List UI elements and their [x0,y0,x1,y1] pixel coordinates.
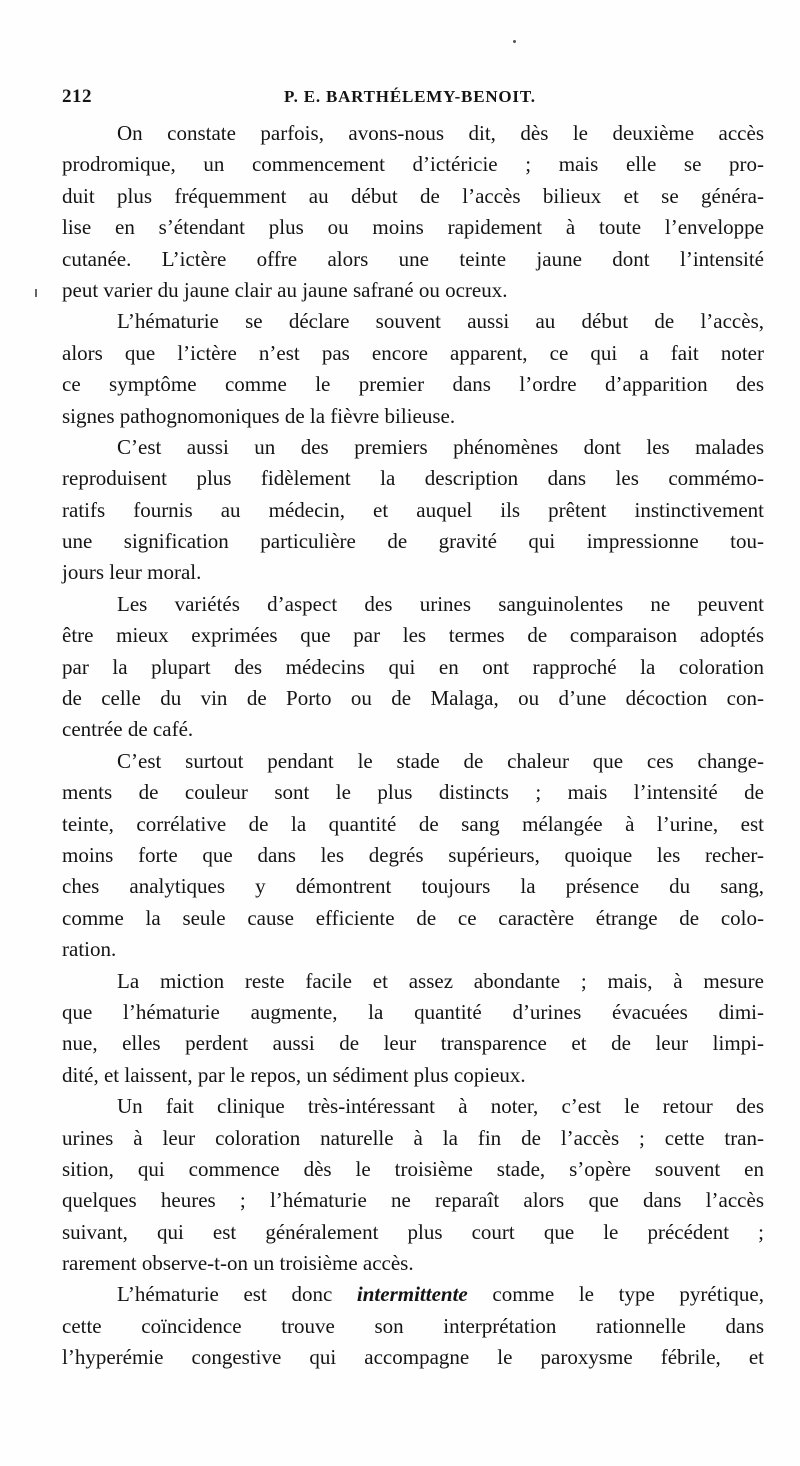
text-segment: L’hématurie est donc [117,1282,357,1307]
body-text [62,118,764,1374]
text-line: duit plus fréquemment au début de l’accès bilieux et se généra- [62,183,764,208]
ink-speck [513,40,516,43]
text-line: par la plupart des médecins qui en ont rapproché la coloration [62,654,764,679]
text-line: Les variétés d’aspect des urines sanguinolentes ne peuvent [117,591,764,616]
text-line: urines à leur coloration naturelle à la fin de l’accès ; cette tran- [62,1125,764,1150]
text-line: Un fait clinique très-intéressant à noter, c’est le retour des [117,1094,764,1119]
page-number: 212 [62,86,92,107]
margin-mark [35,289,37,297]
emphasized-word: intermittente [356,1282,468,1307]
text-line: alors que l’ictère n’est pas encore apparent, ce qui a fait noter [62,340,764,365]
text-line: jours leur moral. [62,560,202,585]
text-line: ches analytiques y démontrent toujours la présence du sang, [62,874,764,899]
text-line: ments de couleur sont le plus distincts ; mais l’intensité de [62,780,764,805]
text-line: cutanée. L’ictère offre alors une teinte jaune dont l’intensité [62,246,764,271]
text-line [62,1279,764,1310]
text-line: prodromique, un commencement d’ictéricie ; mais elle se pro- [62,152,764,177]
text-line: peut varier du jaune clair au jaune safrané ou ocreux. [62,277,508,302]
text-line: que l’hématurie augmente, la quantité d’urines évacuées dimi- [62,999,764,1024]
text-line: dité, et laissent, par le repos, un sédiment plus copieux. [62,1062,526,1087]
text-line: signes pathognomoniques de la fièvre bilieuse. [62,403,456,428]
text-line: sition, qui commence dès le troisième stade, s’opère souvent en [62,1156,764,1181]
running-head: P. E. BARTHÉLEMY-BENOIT. [284,87,536,106]
text-line: suivant, qui est généralement plus court que le précédent ; [62,1219,764,1244]
text-line: La miction reste facile et assez abondante ; mais, à mesure [117,968,764,993]
text-line: une signification particulière de gravité qui impressionne tou- [62,529,764,554]
page-header [62,86,762,114]
text-line: C’est aussi un des premiers phénomènes dont les malades [117,434,764,459]
text-line: lise en s’étendant plus ou moins rapidement à toute l’enveloppe [62,215,764,240]
text-line: l’hyperémie congestive qui accompagne le paroxysme fébrile, et [62,1345,764,1370]
text-line: On constate parfois, avons-nous dit, dès le deuxième accès [117,121,764,145]
text-line: reproduisent plus fidèlement la description dans les commémo- [62,466,764,491]
text-line: ratifs fournis au médecin, et auquel ils prêtent instinctivement [62,497,764,522]
text-line: cette coïncidence trouve son interprétation rationnelle dans [62,1313,764,1338]
text-segment: comme le type pyrétique, [467,1282,764,1307]
text-line: moins forte que dans les degrés supérieurs, quoique les recher- [62,842,764,867]
text-line: ce symptôme comme le premier dans l’ordre d’apparition des [62,372,764,397]
text-line: rarement observe-t-on un troisième accès. [62,1251,414,1276]
text-line: de celle du vin de Porto ou de Malaga, ou d’une décoction con- [62,686,764,711]
text-line: comme la seule cause efficiente de ce caractère étrange de colo- [62,905,764,930]
text-line: nue, elles perdent aussi de leur transparence et de leur limpi- [62,1031,764,1056]
text-line: quelques heures ; l’hématurie ne reparaît alors que dans l’accès [62,1188,764,1213]
text-line: être mieux exprimées que par les termes de comparaison adoptés [62,623,764,648]
text-line: ration. [62,937,117,962]
text-line: C’est surtout pendant le stade de chaleur que ces change- [117,748,764,773]
text-line: L’hématurie se déclare souvent aussi au début de l’accès, [117,309,764,334]
text-line: centrée de café. [62,717,194,742]
text-line: teinte, corrélative de la quantité de sang mélangée à l’urine, est [62,811,764,836]
